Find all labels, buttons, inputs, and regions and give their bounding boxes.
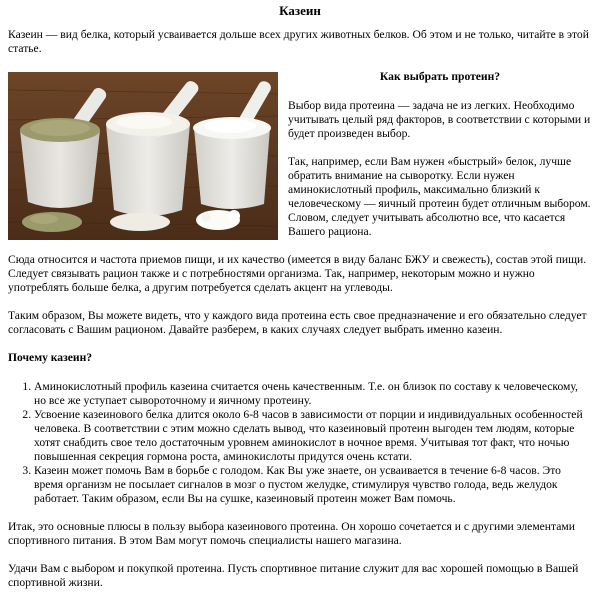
choose-paragraph-4: Таким образом, Вы можете видеть, что у каждого вида протеина есть свое предназначение и его обязательно следует согласовать с Вашим рационом. Давайте разберем, в каких случаях следует выбрать именно казеин. xyxy=(8,309,587,336)
choose-paragraph-2: Так, например, если Вам нужен «быстрый» белок, лучше обратить внимание на сыворотку. Если нужен аминокислотный профиль, максимально близкий к человеческому — яичный протеин будет отличным выбором. Словом, следует учитывать абсолютно все, что касается Вашего рациона. xyxy=(288,155,591,238)
why-heading: Почему казеин? xyxy=(8,351,93,364)
page-title: Казеин xyxy=(279,3,321,18)
list-item: 3. Казеин может помочь Вам в борьбе с голодом. Как Вы уже знаете, он усваивается в течение 6-8 часов. Это время организм не посылает сигналов в мозг о пустом желудке, стимулируя чувство голода, ведь желудок работает. Таким образом, если Вы на сушке, казеиновый протеин может Вам помочь. xyxy=(34,464,592,506)
choose-paragraph-3: Сюда относится и частота приемов пищи, и их качество (имеется в виду баланс БЖУ и свежесть), состав этой пищи. Следует связывать рацион также и с потребностями организма. Так, например, некоторым можно и нужно употреблять больше белка, а другим потребуется сделать акцент на углеводы. xyxy=(8,253,587,294)
outro-paragraph-2: Удачи Вам с выбором и покупкой протеина. Пусть спортивное питание служит для вас хорошей помощью в Вашей спортивной жизни. xyxy=(8,562,579,589)
article xyxy=(0,3,600,590)
protein-powder-photo xyxy=(8,72,278,240)
scoop-white-1 xyxy=(106,112,190,216)
scoop-green xyxy=(20,118,100,208)
why-list xyxy=(8,380,592,506)
scoop-white-2 xyxy=(193,117,271,209)
list-item: 2. Усвоение казеинового белка длится около 6-8 часов в зависимости от порции и индивидуальных особенностей человека. В соответствии с этим можно сделать вывод, что казеиновый протеин выгоден тем людям, которые хотят снабдить свое тело достаточным уровнем аминокислот в ночное время. Учитывая тот факт, что ночью повышенная секреция гормона роста, аминокислоты придутся очень кстати. xyxy=(34,408,592,464)
choose-paragraph-1: Выбор вида протеина — задача не из легких. Необходимо учитывать целый ряд факторов, в соответствии с которыми и будет произведен выбор. xyxy=(288,99,591,140)
outro-paragraph-1: Итак, это основные плюсы в пользу выбора казеинового протеина. Он хорошо сочетается и с другими элементами спортивного питания. В этом Вам могут помочь специалисты нашего магазина. xyxy=(8,520,575,547)
list-item: 1. Аминокислотный профиль казеина считается очень качественным. Т.е. он близок по составу к человеческому, но все же уступает сывороточному и яичному протеину. xyxy=(34,380,592,408)
intro-paragraph: Казеин — вид белка, который усваивается дольше всех других животных белков. Об этом и не только, читайте в этой статье. xyxy=(8,28,589,55)
powder-pile-white-1 xyxy=(110,213,170,231)
choose-heading: Как выбрать протеин? xyxy=(379,70,501,83)
